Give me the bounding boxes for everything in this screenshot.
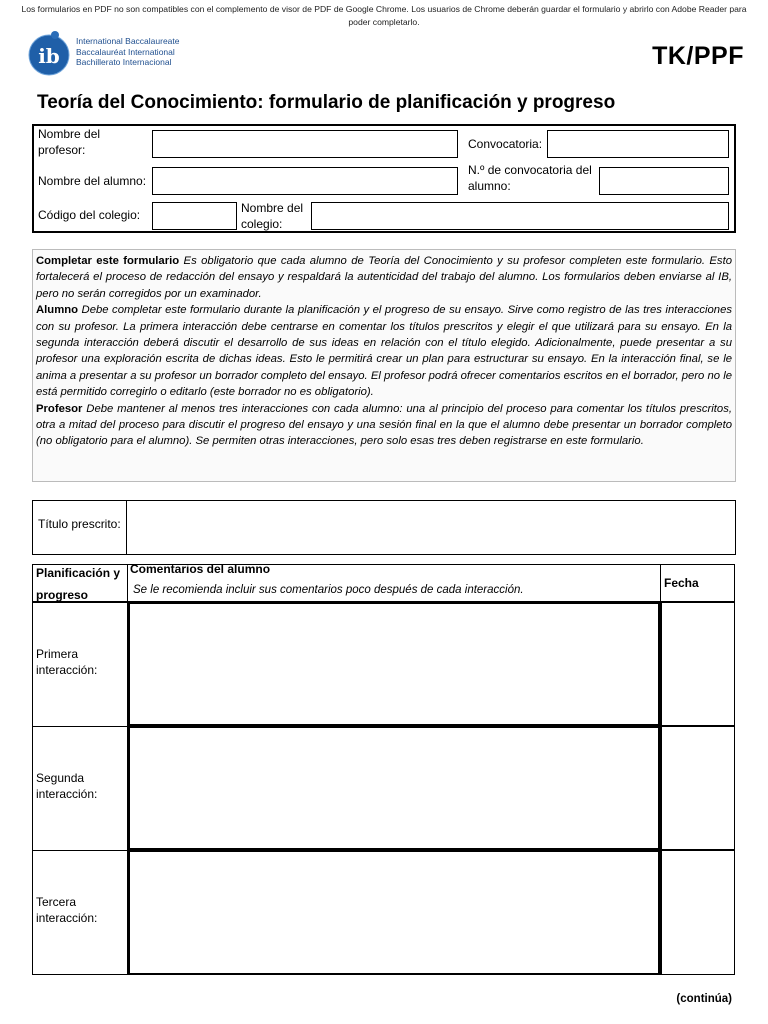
- pdf-compatibility-notice: Los formularios en PDF no son compatibles con el complemento de visor de PDF de Google Chrome. Los usuarios de Chrome deberán guardar el formulario y abrirlo con Adobe Reader para poder completarlo.: [21, 4, 747, 27]
- prescribed-title-label: Título prescrito:: [38, 517, 121, 531]
- page-title: Teoría del Conocimiento: formulario de planificación y progreso: [37, 92, 616, 113]
- prescribed-title-field[interactable]: [126, 500, 736, 555]
- ib-logo-icon: [28, 30, 72, 78]
- col-header-planning: Planificación y progreso: [36, 566, 121, 602]
- instructions-intro: Completar este formulario Es obligatorio que cada alumno de Teoría del Conocimiento y su profesor completen este formulario. Esto fortalecerá el proceso de redacción del ensayo y respaldará la autenticidad del trabajo del alumno. Los formularios deben enviarse al IB, pero no serán corregidos por un examinador.: [36, 255, 733, 300]
- date-field-third[interactable]: [661, 850, 735, 975]
- teacher-name-label: Nombre del profesor:: [38, 127, 101, 157]
- col-subheader-comments: Se le recomienda incluir sus comentarios poco después de cada interacción.: [133, 584, 524, 596]
- table-divider: [32, 850, 128, 851]
- instructions-box: [32, 249, 736, 482]
- comment-field-second[interactable]: [128, 726, 660, 850]
- col-header-date: Fecha: [664, 576, 699, 590]
- row-label-second: Segunda interacción:: [36, 771, 98, 801]
- session-field[interactable]: [547, 130, 729, 158]
- row-label-first: Primera interacción:: [36, 647, 98, 677]
- row-label-third: Tercera interacción:: [36, 895, 98, 925]
- school-code-label: Código del colegio:: [38, 208, 141, 222]
- school-code-field[interactable]: [152, 202, 237, 230]
- date-field-second[interactable]: [661, 726, 735, 850]
- form-code: TK/PPF: [652, 42, 744, 70]
- table-divider: [32, 726, 128, 727]
- student-name-field[interactable]: [152, 167, 458, 195]
- instructions-teacher: Profesor Debe mantener al menos tres interacciones con cada alumno: una al principio del proceso para comentar los títulos prescritos, otra a mitad del proceso para discutir el progreso del ensayo y una sesión final en la que el alumno debe presentar un borrador completo (no obligatorio para el alumno). Se permiten otras interacciones, pero solo esas tres deben registrarse en este formulario.: [36, 402, 732, 448]
- school-name-field[interactable]: [311, 202, 729, 230]
- logo-line: International Baccalaureate: [76, 36, 180, 46]
- comment-field-third[interactable]: [128, 850, 660, 975]
- logo-line: Bachillerato Internacional: [76, 57, 172, 67]
- ib-logo-text: [76, 36, 180, 68]
- ib-logo-mark: ib: [38, 44, 60, 68]
- student-name-label: Nombre del alumno:: [38, 174, 147, 188]
- logo-line: Baccalauréat International: [76, 46, 175, 57]
- comment-field-first[interactable]: [128, 602, 660, 726]
- continues-note: (continúa): [676, 993, 732, 1005]
- teacher-name-field[interactable]: [152, 130, 458, 158]
- instructions-student: Alumno Debe completar este formulario durante la planificación y el progreso de su ensayo. Sirve como registro de las tres interacciones con su profesor. La primera interacción debe centrarse en comentar los títulos prescritos y elegir el que utilizará para su ensayo. En la segunda interacción deberá discutir el desarrollo de sus ideas en relación con el título elegido. Adicionalmente, puede presentar a su profesor una exploración escrita de dichas ideas. Esto le permitirá crear un plan para estructurar su ensayo. En la interacción final, se le anima a presentar a su profesor un borrador completo del ensayo. El profesor podrá ofrecer comentarios escritos en el borrador, pero no le está permitido corregirlo o editarlo (este borrador no es obligatorio).: [36, 304, 732, 399]
- student-number-field[interactable]: [599, 167, 729, 195]
- session-label: Convocatoria:: [468, 137, 543, 151]
- date-field-first[interactable]: [661, 602, 735, 726]
- school-name-label: Nombre del colegio:: [241, 201, 304, 231]
- col-header-comments: Comentarios del alumno: [130, 562, 271, 576]
- student-number-label: N.º de convocatoria del alumno:: [468, 163, 592, 193]
